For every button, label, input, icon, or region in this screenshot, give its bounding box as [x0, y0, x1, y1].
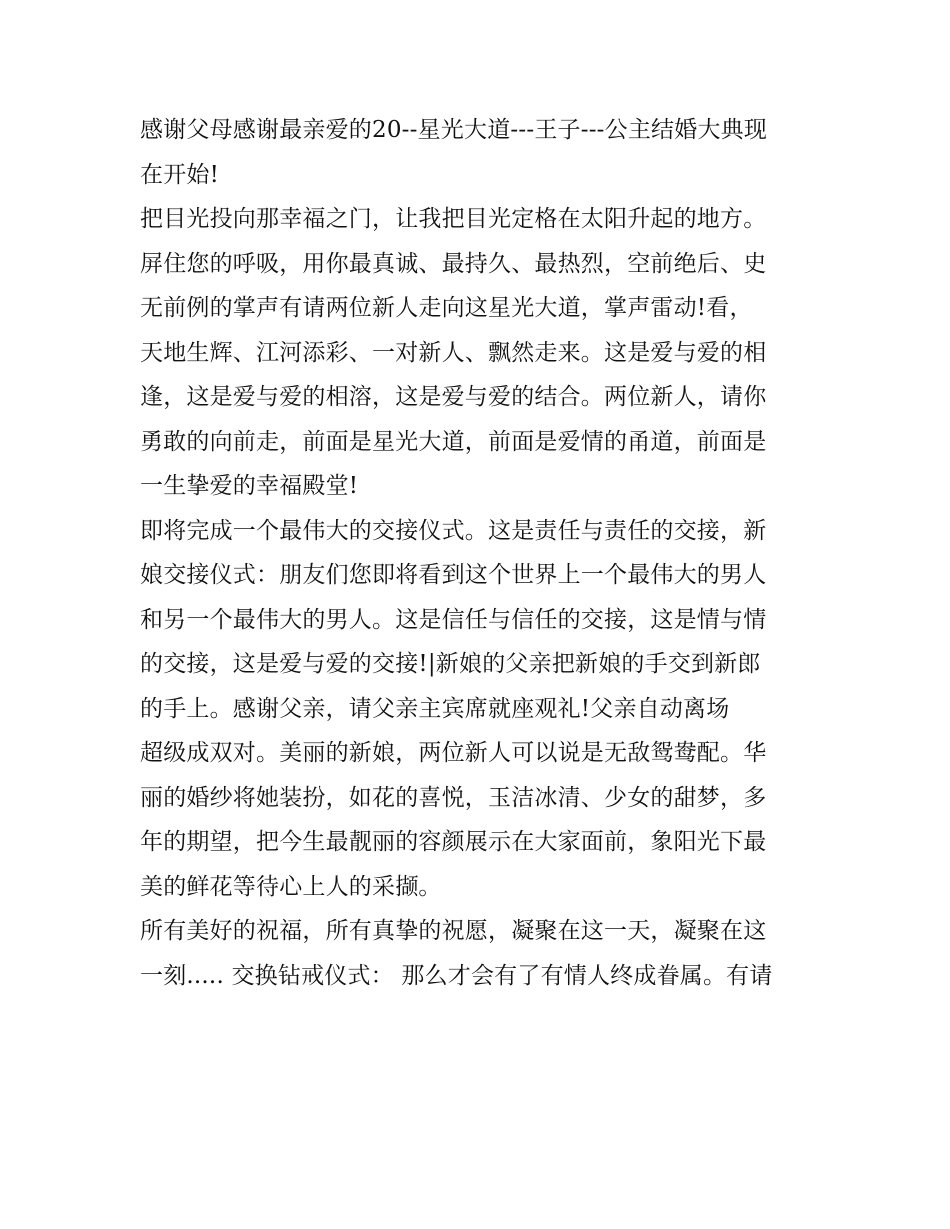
- text-line: 感谢父母感谢最亲爱的20--星光大道---王子---公主结婚大典现: [140, 117, 768, 143]
- text-line: 勇敢的向前走，前面是星光大道，前面是爱情的甬道，前面是: [140, 428, 767, 455]
- text-line: 一刻..... 交换钻戒仪式： 那么才会有了有情人终成眷属。有请: [140, 962, 773, 989]
- text-line: 一生挚爱的幸福殿堂!: [140, 473, 359, 499]
- text-line: 把目光投向那幸福之门，让我把目光定格在太阳升起的地方。: [140, 206, 767, 232]
- text-line: 逢，这是爱与爱的相溶，这是爱与爱的结合。两位新人，请你: [140, 384, 767, 410]
- text-line: 屏住您的呼吸，用你最真诚、最持久、最热烈，空前绝后、史: [140, 250, 767, 277]
- text-line: 和另一个最伟大的男人。这是信任与信任的交接，这是情与情: [140, 606, 767, 633]
- text-line: 的手上。感谢父亲，请父亲主宾席就座观礼!父亲自动离场: [140, 695, 730, 722]
- text-line: 所有美好的祝福，所有真挚的祝愿，凝聚在这一天，凝聚在这: [140, 918, 767, 944]
- text-line: 美的鲜花等待心上人的采撷。: [140, 873, 442, 900]
- document-body: [140, 108, 820, 998]
- text-line: 丽的婚纱将她装扮，如花的喜悦，玉洁冰清、少女的甜梦，多: [140, 784, 767, 811]
- text-line: 超级成双对。美丽的新娘，两位新人可以说是无敌鸳鸯配。华: [140, 740, 767, 766]
- text-line: 在开始!: [140, 161, 220, 188]
- text-line: 年的期望，把今生最靓丽的容颜展示在大家面前，象阳光下最: [140, 829, 767, 855]
- text-line: 即将完成一个最伟大的交接仪式。这是责任与责任的交接，新: [140, 517, 767, 544]
- text-line: 的交接，这是爱与爱的交接!|新娘的父亲把新娘的手交到新郎: [140, 651, 761, 677]
- text-line: 天地生辉、江河添彩、一对新人、飘然走来。这是爱与爱的相: [140, 339, 767, 366]
- text-line: 无前例的掌声有请两位新人走向这星光大道，掌声雷动!看，: [140, 295, 753, 321]
- text-line: 娘交接仪式：朋友们您即将看到这个世界上一个最伟大的男人: [140, 562, 767, 588]
